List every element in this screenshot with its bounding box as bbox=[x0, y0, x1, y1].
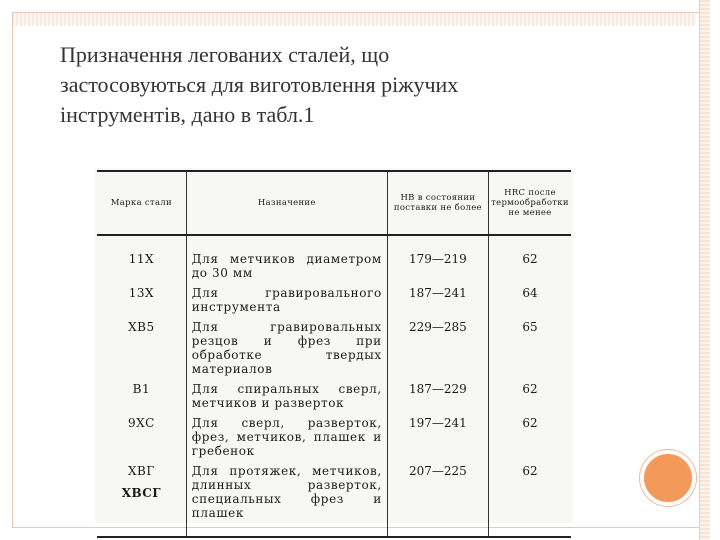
grade-cell: ХВ5 bbox=[128, 320, 155, 334]
purpose-cell: Для спиральных сверл, метчиков и разверток bbox=[186, 376, 387, 410]
table-row bbox=[97, 235, 571, 280]
hb-cell: 179—219 bbox=[387, 235, 488, 280]
grade-cell: 11Х bbox=[128, 252, 155, 266]
table-row bbox=[97, 458, 571, 520]
table-row bbox=[97, 280, 571, 314]
table-header-row bbox=[97, 171, 571, 235]
steel-table-image bbox=[95, 168, 573, 523]
hb-cell: 229—285 bbox=[387, 314, 488, 376]
grade-cell: 13Х bbox=[128, 286, 155, 300]
header-purpose: Назначение bbox=[186, 171, 387, 235]
table-row bbox=[97, 314, 571, 376]
title-line-3: інструментів, дано в табл.1 bbox=[60, 102, 315, 127]
grade-cell bbox=[97, 520, 186, 537]
purpose-cell bbox=[186, 520, 387, 537]
title-line-1: Призначення легованих сталей, що bbox=[60, 42, 390, 67]
hb-cell: 187—241 bbox=[387, 280, 488, 314]
decorative-circle-icon bbox=[640, 450, 696, 506]
hrc-cell: 62 bbox=[488, 235, 571, 280]
purpose-cell: Для сверл, разверток, фрез, метчиков, плашек и гребенок bbox=[186, 410, 387, 458]
purpose-cell: Для гравировальных резцов и фрез при обработке твердых материалов bbox=[186, 314, 387, 376]
purpose-cell: Для протяжек, метчиков, длинных разверток, специальных фрез и плашек bbox=[186, 458, 387, 520]
hrc-cell: 62 bbox=[488, 458, 571, 520]
hb-cell: 197—241 bbox=[387, 410, 488, 458]
hrc-cell: 62 bbox=[488, 410, 571, 458]
hb-cell: 187—229 bbox=[387, 376, 488, 410]
slide-frame-right-strip bbox=[699, 0, 710, 540]
header-hrc: HRC после термообработки не менее bbox=[488, 171, 571, 235]
purpose-cell: Для гравировального инструмента bbox=[186, 280, 387, 314]
hb-cell: 207—225 bbox=[387, 458, 488, 520]
grade-cell: В1 bbox=[132, 382, 151, 396]
hrc-cell: 64 bbox=[488, 280, 571, 314]
table-row bbox=[97, 376, 571, 410]
purpose-cell: Для метчиков диаметром до 30 мм bbox=[186, 235, 387, 280]
table-bottom-row bbox=[97, 520, 571, 537]
hrc-cell: 65 bbox=[488, 314, 571, 376]
table-row bbox=[97, 410, 571, 458]
grade-value: ХВГ bbox=[127, 464, 155, 478]
steel-table bbox=[97, 170, 571, 538]
slide-title bbox=[60, 40, 600, 130]
hb-cell bbox=[387, 520, 488, 537]
header-hb: HB в состоянии поставки не более bbox=[387, 171, 488, 235]
header-grade: Марка стали bbox=[97, 171, 186, 235]
title-line-2: застосовуються для виготовлення ріжучих bbox=[60, 72, 459, 97]
grade-value-alt: ХВСГ bbox=[121, 486, 162, 500]
grade-cell: 9ХС bbox=[127, 416, 155, 430]
grade-cell bbox=[97, 458, 186, 520]
hrc-cell: 62 bbox=[488, 376, 571, 410]
hrc-cell bbox=[488, 520, 571, 537]
